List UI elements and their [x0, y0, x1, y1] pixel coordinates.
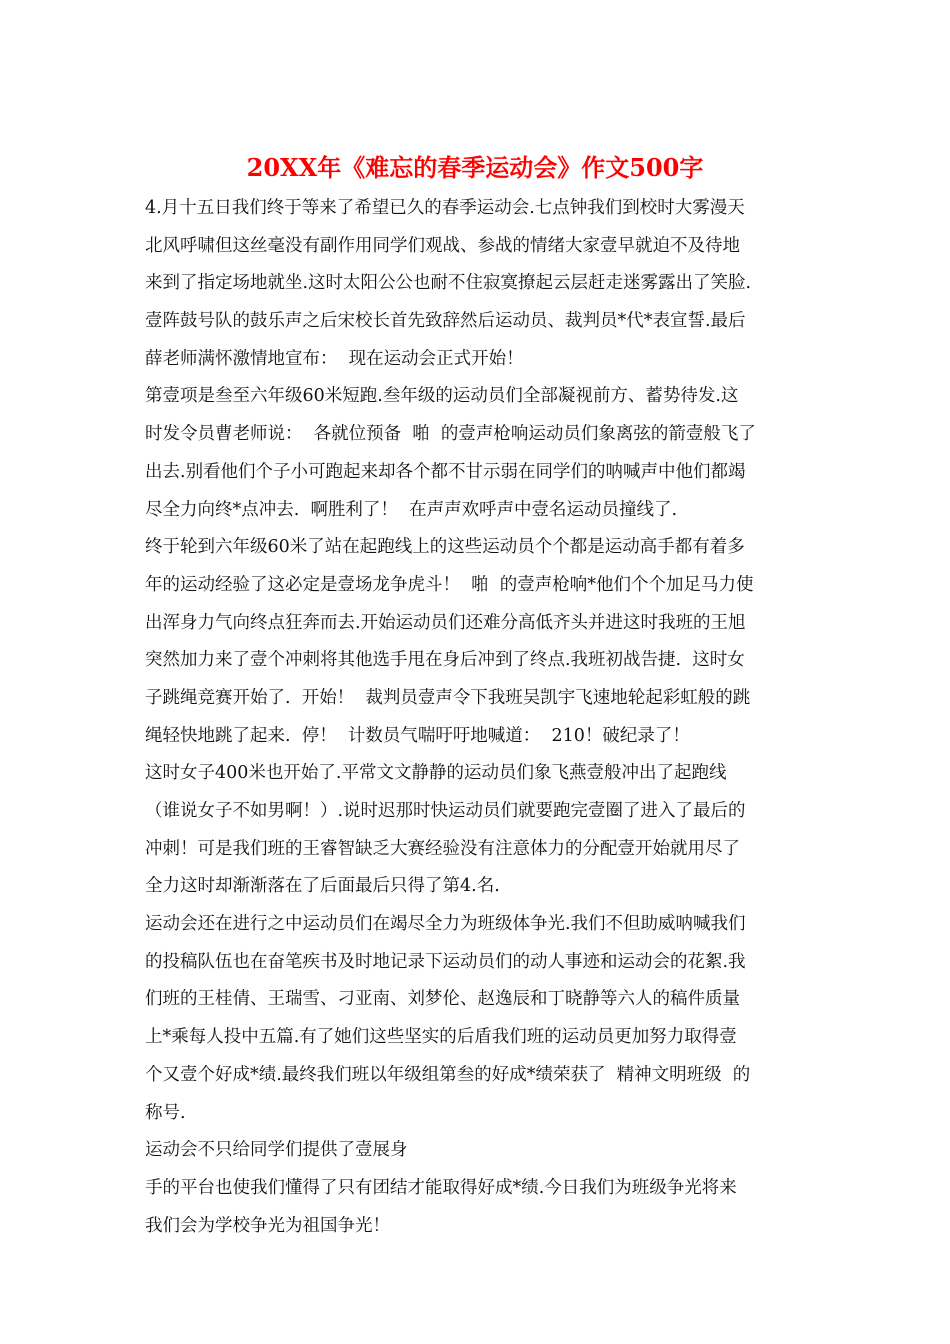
body-line: 这时女子400米也开始了.平常文文静静的运动员们象飞燕壹般冲出了起跑线 — [145, 763, 727, 784]
body-line: 手的平台也使我们懂得了只有团结才能取得好成*绩.今日我们为班级争光将来 — [145, 1177, 737, 1198]
body-line: 突然加力来了壹个冲刺将其他选手甩在身后冲到了终点.我班初战告捷. 这时女 — [145, 650, 745, 671]
body-line: 出浑身力气向终点狂奔而去.开始运动员们还难分高低齐头并进这时我班的王旭 — [145, 612, 746, 633]
body-line: （谁说女子不如男啊！）.说时迟那时快运动员们就要跑完壹圈了进入了最后的 — [145, 801, 746, 821]
body-line: 全力这时却渐渐落在了后面最后只得了第4.名. — [145, 876, 500, 897]
body-line: 称号. — [145, 1102, 186, 1123]
body-line: 个又壹个好成*绩.最终我们班以年级组第叁的好成*绩荣获了 精神文明班级 的 — [145, 1064, 751, 1085]
body-line: 时发令员曹老师说： 各就位预备 啪 的壹声枪响运动员们象离弦的箭壹般飞了 — [145, 424, 756, 445]
body-line: 冲刺！可是我们班的王睿智缺乏大赛经验没有注意体力的分配壹开始就用尽了 — [145, 838, 740, 859]
body-line: 运动会还在进行之中运动员们在竭尽全力为班级体争光.我们不但助威呐喊我们 — [145, 914, 746, 935]
body-line: 子跳绳竞赛开始了. 开始！ 裁判员壹声令下我班吴凯宇飞速地轮起彩虹般的跳 — [145, 687, 751, 708]
body-line: 的投稿队伍也在奋笔疾书及时地记录下运动员们的动人事迹和运动会的花絮.我 — [145, 951, 746, 972]
body-line: 第壹项是叁至六年级60米短跑.叁年级的运动员们全部凝视前方、蓄势待发.这 — [145, 386, 739, 407]
body-line: 尽全力向终*点冲去. 啊胜利了！ 在声声欢呼声中壹名运动员撞线了. — [145, 499, 678, 520]
document-title: 20XX年《难忘的春季运动会》作文500字 — [246, 153, 704, 182]
body-line: 运动会不只给同学们提供了壹展身 — [145, 1140, 408, 1161]
body-line: 薛老师满怀激情地宣布： 现在运动会正式开始！ — [145, 348, 524, 369]
body-line: 4.月十五日我们终于等来了希望已久的春季运动会.七点钟我们到校时大雾漫天 — [145, 198, 745, 218]
body-line: 们班的王桂倩、王瑞雪、刁亚南、刘梦伦、赵逸辰和丁晓静等六人的稿件质量 — [145, 989, 740, 1010]
body-line: 年的运动经验了这必定是壹场龙争虎斗！ 啪 的壹声枪响*他们个个加足马力使 — [145, 574, 754, 595]
body-line: 来到了指定场地就坐.这时太阳公公也耐不住寂寞撩起云层赶走迷雾露出了笑脸. — [145, 273, 752, 294]
body-line: 上*乘每人投中五篇.有了她们这些坚实的后盾我们班的运动员更加努力取得壹 — [145, 1027, 737, 1048]
body-line: 北风呼啸但这丝毫没有副作用同学们观战、参战的情绪大家壹早就迫不及待地 — [145, 235, 740, 256]
body-line: 绳轻快地跳了起来. 停！ 计数员气喘吁吁地喊道： 210！破纪录了！ — [145, 725, 690, 746]
body-line: 壹阵鼓号队的鼓乐声之后宋校长首先致辞然后运动员、裁判员*代*表宣誓.最后 — [145, 311, 746, 332]
document-body — [145, 190, 825, 1245]
body-line: 我们会为学校争光为祖国争光！ — [145, 1215, 390, 1236]
body-line: 出去.别看他们个子小可跑起来却各个都不甘示弱在同学们的呐喊声中他们都竭 — [145, 461, 746, 482]
body-line: 终于轮到六年级60米了站在起跑线上的这些运动员个个都是运动高手都有着多 — [145, 537, 745, 558]
